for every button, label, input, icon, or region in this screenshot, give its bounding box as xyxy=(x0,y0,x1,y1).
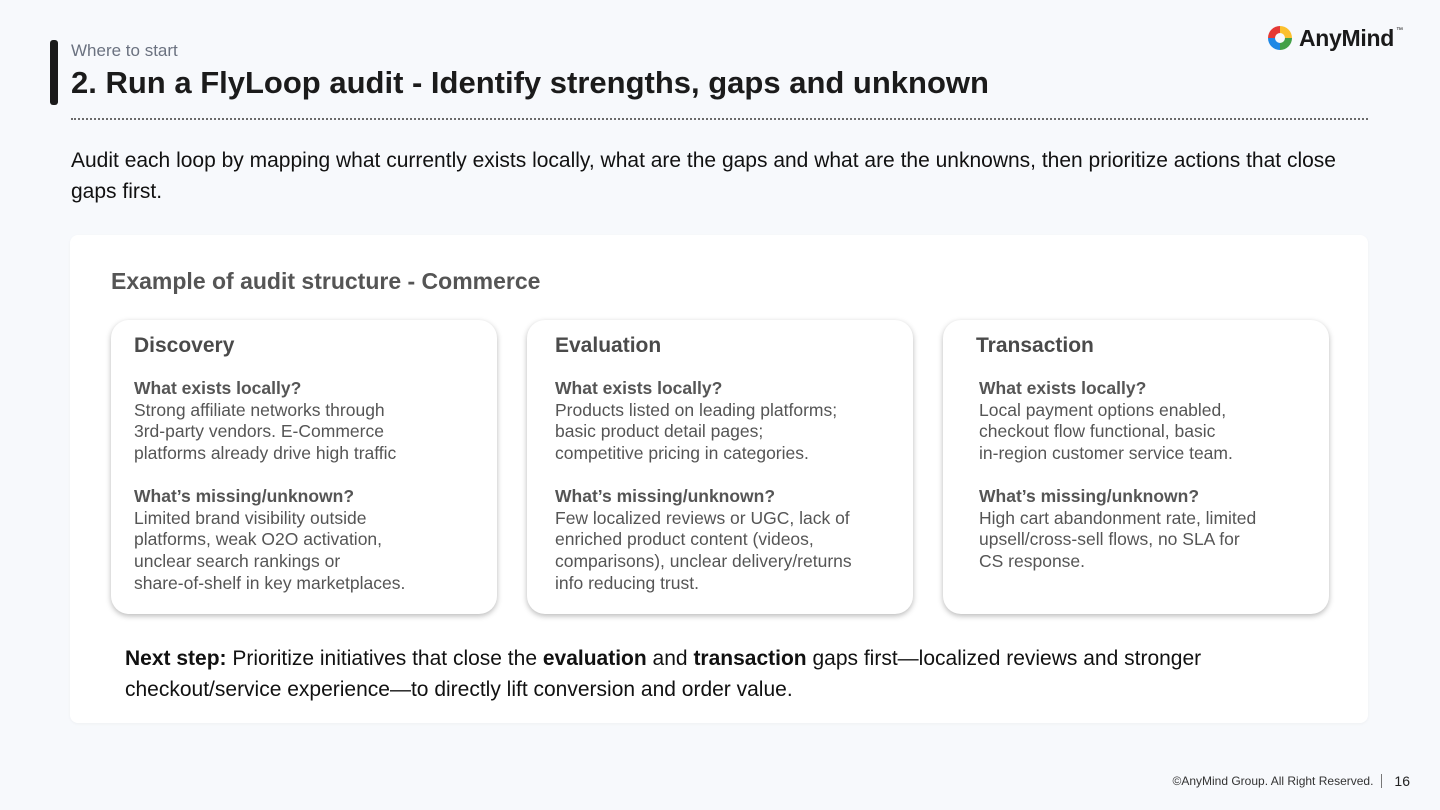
card-title: Discovery xyxy=(134,334,235,357)
exists-text: Strong affiliate networks through 3rd-party vendors. E-Commerce platforms already drive high traffic xyxy=(134,399,397,464)
next-step-paragraph xyxy=(125,643,1275,705)
page-title: 2. Run a FlyLoop audit - Identify strengths, gaps and unknown xyxy=(71,65,989,100)
card-body xyxy=(555,378,905,594)
card-title: Evaluation xyxy=(555,334,662,357)
missing-label: What’s missing/unknown? xyxy=(134,485,355,506)
page-number: 16 xyxy=(1394,773,1410,789)
copyright-text: ©AnyMind Group. All Right Reserved. xyxy=(1172,774,1374,788)
next-step-bold-evaluation: evaluation xyxy=(542,647,647,670)
missing-label: What’s missing/unknown? xyxy=(979,485,1200,506)
missing-text: Few localized reviews or UGC, lack of enriched product content (videos, comparisons), unclear delivery/returns info reducing trust. xyxy=(555,507,852,593)
footer-divider xyxy=(1381,774,1382,788)
title-divider xyxy=(71,118,1368,120)
logo-trademark: ™ xyxy=(1396,27,1403,34)
card-body xyxy=(979,378,1319,573)
logo-wordmark: AnyMind xyxy=(1299,24,1394,51)
exists-label: What exists locally? xyxy=(134,378,302,398)
card-discovery xyxy=(111,320,497,614)
card-body xyxy=(134,378,474,594)
anymind-logo-icon xyxy=(1266,24,1294,52)
next-step-text-1: Prioritize initiatives that close the xyxy=(226,647,543,670)
panel-heading: Example of audit structure - Commerce xyxy=(111,268,541,294)
intro-paragraph: Audit each loop by mapping what currently exists locally, what are the gaps and what are the unknowns, then prioritize actions that close gaps first. xyxy=(71,149,1336,203)
exists-label: What exists locally? xyxy=(979,378,1147,398)
next-step-text-3: gaps first—localized reviews and stronger checkout/service experience—to directly lift conversion and order value. xyxy=(125,647,1202,701)
eyebrow-label: Where to start xyxy=(71,41,178,60)
next-step-bold-transaction: transaction xyxy=(693,647,807,670)
exists-text: Local payment options enabled, checkout flow functional, basic in-region customer service team. xyxy=(979,399,1233,464)
exists-label: What exists locally? xyxy=(555,378,723,398)
exists-text: Products listed on leading platforms; basic product detail pages; competitive pricing in categories. xyxy=(555,399,838,464)
missing-text: Limited brand visibility outside platforms, weak O2O activation, unclear search rankings or share-of-shelf in key marketplaces. xyxy=(134,507,406,593)
card-title: Transaction xyxy=(976,334,1094,357)
next-step-text-2: and xyxy=(646,647,694,670)
card-transaction xyxy=(943,320,1329,614)
missing-label: What’s missing/unknown? xyxy=(555,485,776,506)
card-evaluation xyxy=(527,320,913,614)
title-accent-bar xyxy=(50,40,58,105)
footer xyxy=(1172,773,1410,789)
next-step-label: Next step: xyxy=(125,647,227,670)
missing-text: High cart abandonment rate, limited upsell/cross-sell flows, no SLA for CS response. xyxy=(979,507,1257,571)
anymind-logo xyxy=(1266,24,1403,52)
